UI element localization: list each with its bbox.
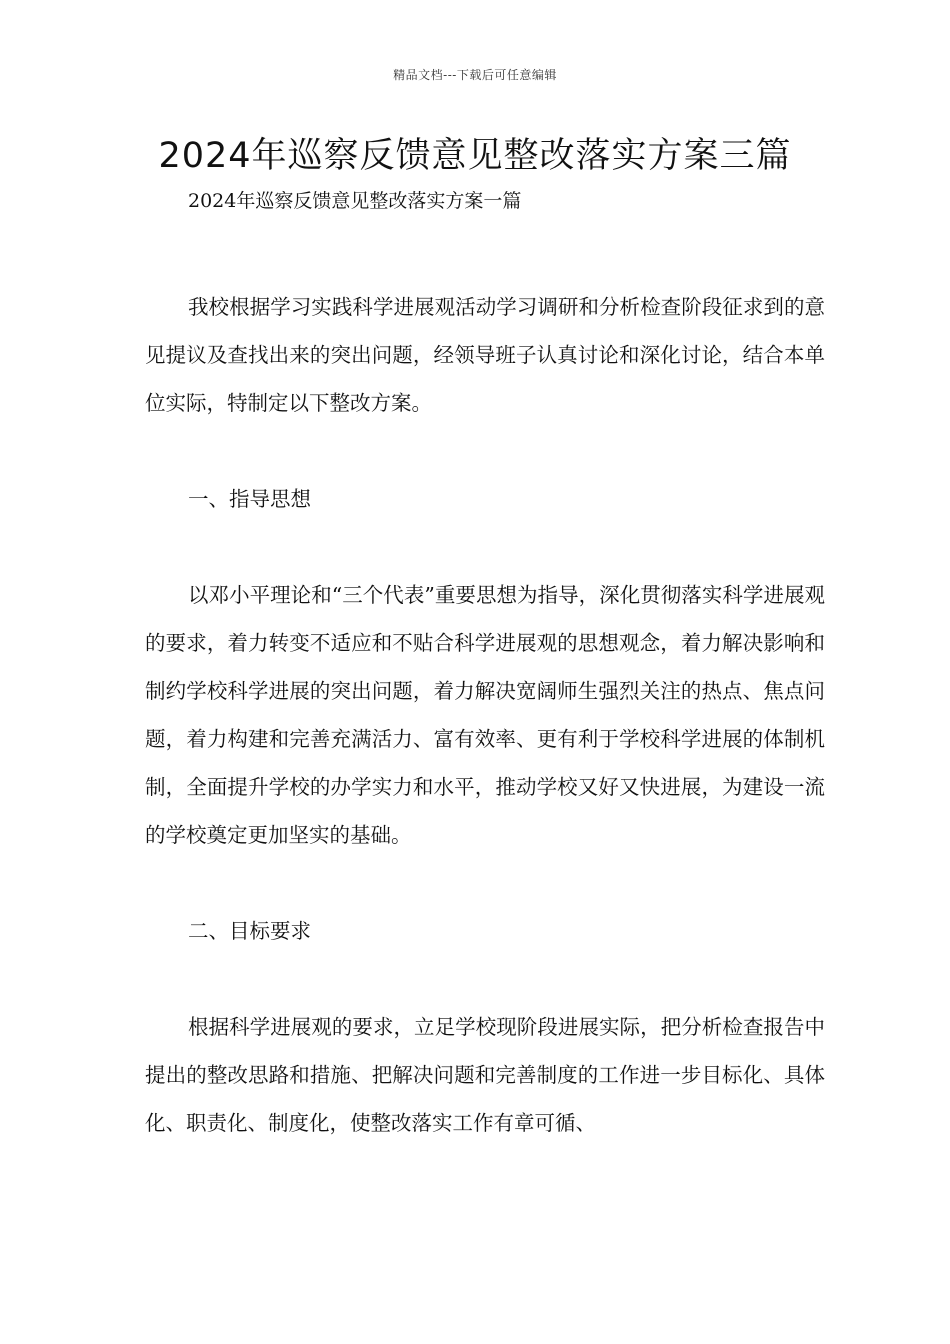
spacer [145,523,825,571]
spacer [145,427,825,475]
section-heading-guiding-thought: 一、指导思想 [188,487,311,511]
spacer [145,955,825,1003]
goals-paragraph: 根据科学进展观的要求，立足学校现阶段进展实际，把分析检查报告中提出的整改思路和措施、把解决问题和完善制度的工作进一步目标化、具体化、职责化、制度化，使整改落实工作有章可循、 [145,1015,825,1135]
spacer [145,859,825,907]
document-title: 2024年巡察反馈意见整改落实方案三篇 [158,136,792,176]
section-heading-goals: 二、目标要求 [188,919,311,943]
guiding-thought-paragraph: 以邓小平理论和“三个代表”重要思想为指导，深化贯彻落实科学进展观的要求，着力转变不适应和不贴合科学进展观的思想观念，着力解决影响和制约学校科学进展的突出问题，着力解决宽阔师生强烈关注的热点、焦点问题，着力构建和完善充满活力、富有效率、更有利于学校科学进展的体制机制，全面提升学校的办学实力和水平，推动学校又好又快进展，为建设一流的学校奠定更加坚实的基础。 [145,583,825,847]
document-body [145,283,825,1147]
document-subtitle: 2024年巡察反馈意见整改落实方案一篇 [188,190,522,212]
header-note: 精品文档---下载后可任意编辑 [393,68,557,82]
intro-paragraph: 我校根据学习实践科学进展观活动学习调研和分析检查阶段征求到的意见提议及查找出来的突出问题，经领导班子认真讨论和深化讨论，结合本单位实际，特制定以下整改方案。 [145,295,825,415]
